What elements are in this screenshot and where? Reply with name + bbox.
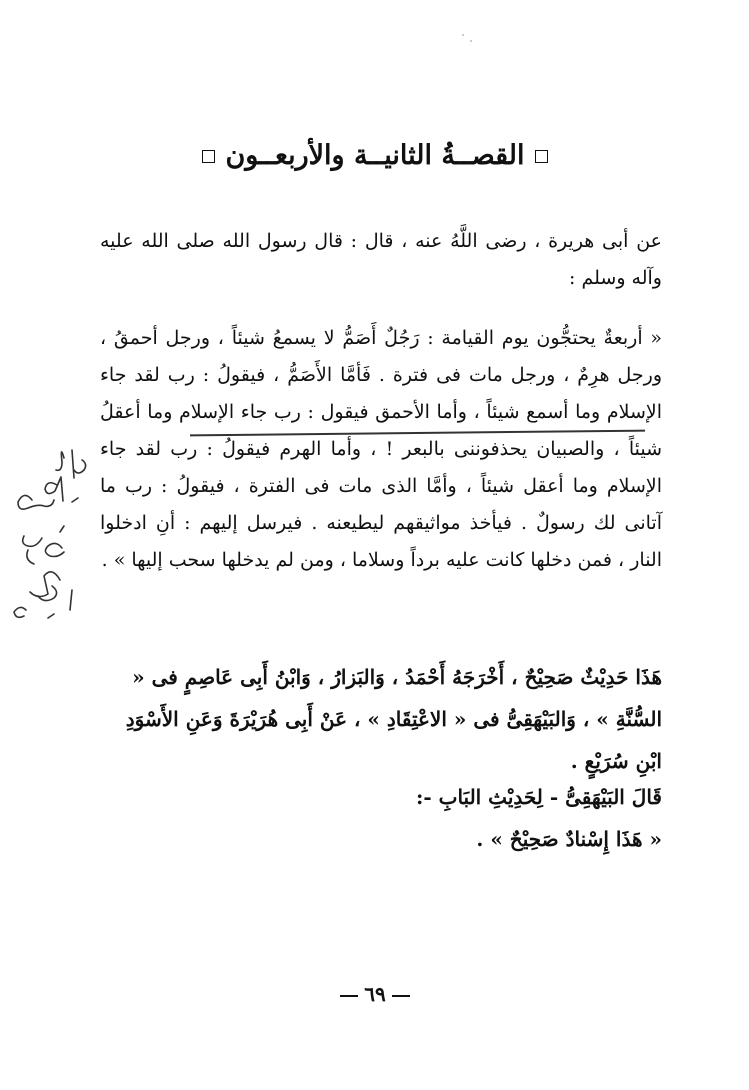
scan-speck (470, 40, 472, 42)
scan-speck (462, 34, 464, 36)
handwritten-margin-note (2, 440, 97, 640)
bayhaqi-intro: قَالَ البَيْهَقِىُّ - لِحَدِيْثِ البَابِ -: (415, 785, 662, 809)
takhrij-paragraph: هَذَا حَدِيْثٌ صَحِيْحٌ ، أَخْرَجَهُ أَحْمَدُ ، وَالبَزارُ ، وَابْنُ أَبِى عَاصِمٍ فى « السُّنَّةِ » ، وَالبَيْهَقِىُّ فى « الاعْتِقَادِ » ، عَنْ أَبِى هُرَيْرَةَ وَعَنِ الأَسْوَدِ ابْنِ سُرَيْعٍ . (125, 665, 662, 773)
square-ornament-icon (202, 150, 215, 163)
square-ornament-icon (535, 150, 548, 163)
handwriting-scribble-icon (2, 440, 97, 640)
chapter-title (150, 136, 600, 176)
hadith-text-paragraph: « أربعةٌ يحتجُّون يوم القيامة : رَجُلٌ أَصَمُّ لا يسمعُ شيئاً ، ورجل أحمقُ ، ورجل هرِمٌ ، ورجل مات فى فترة . فَأمَّا الأَصَمُّ ، فيقولُ : رب لقد جاء الإسلام وما أسمع شيئاً ، وأما الأحمق فيقول : رب جاء الإسلام وما أعقلُ شيئاً ، والصبيان يحذفوننى بالبعر ! ، وأما الهرم فيقولُ : رب لقد جاء الإسلام وما أعقل شيئاً ، وأمَّا الذى مات فى الفترة ، فيقولُ : رب ما آتانى لك رسولٌ . فيأخذ مواثيقهم ليطيعنه . فيرسل إليهم : أنِ ادخلوا النار ، فمن دخلها كانت عليه برداً وسلاما ، ومن لم يدخلها سحب إليها » . (100, 327, 662, 571)
chapter-title-text: القصــةُ الثانيــة والأربعــون (225, 140, 525, 171)
dash-ornament (392, 995, 410, 997)
page-number (320, 982, 430, 1006)
bayhaqi-quote: « هَذَا إِسْنادٌ صَحِيْحٌ » . (476, 827, 662, 851)
dash-ornament (340, 995, 358, 997)
hadith-isnad-paragraph: عن أبى هريرة ، رضى اللَّهُ عنه ، قال : قال رسول الله صلى الله عليه وآله وسلم : (100, 230, 662, 289)
bayhaqi-quote-block (100, 776, 662, 860)
page-number-text: ٦٩ (364, 982, 386, 1006)
